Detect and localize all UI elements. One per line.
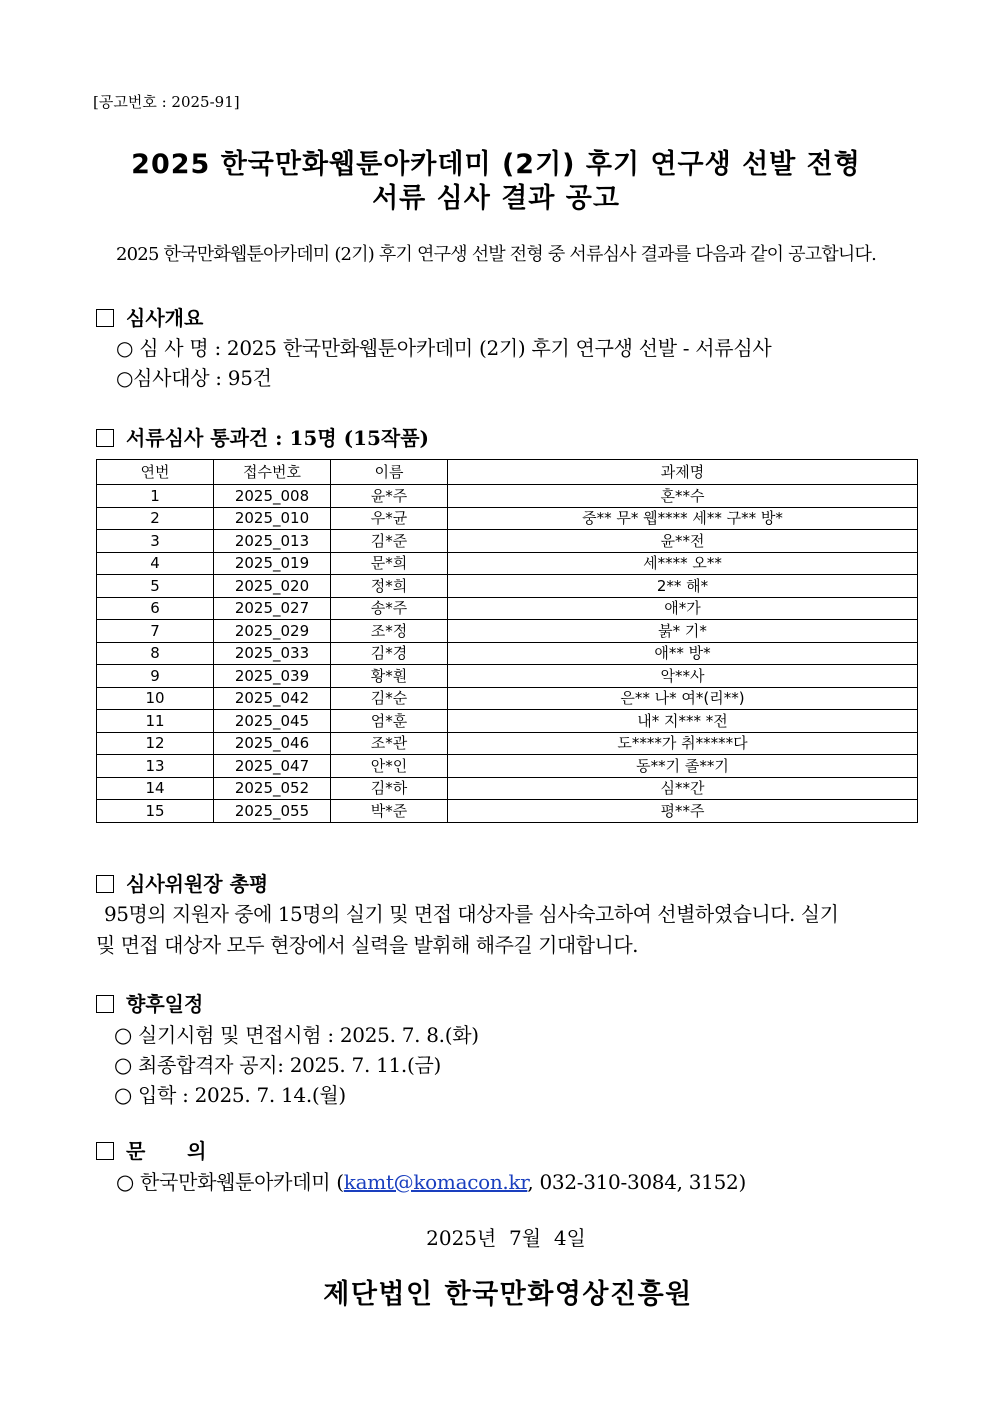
review-line-2: 및 면접 대상자 모두 현장에서 실력을 발휘해 해주길 기대합니다. [96, 933, 639, 957]
cell-name: 김*순 [331, 687, 448, 710]
cell-name: 조*정 [331, 620, 448, 643]
schedule-item [114, 1019, 479, 1048]
table-row [97, 800, 918, 823]
header-name: 이름 [331, 460, 448, 485]
overview-target-line: ○심사대상 : 95건 [116, 366, 272, 390]
cell-name: 문*희 [331, 552, 448, 575]
header-project: 과제명 [448, 460, 918, 485]
cell-no: 2 [97, 507, 214, 530]
cell-receipt: 2025_013 [214, 530, 331, 553]
schedule-heading-label: 향후일정 [126, 992, 204, 1016]
table-row [97, 732, 918, 755]
notice-number: [공고번호 : 2025-91] [93, 93, 240, 111]
overview-heading-label: 심사개요 [126, 306, 204, 330]
overview-heading [96, 302, 203, 331]
cell-no: 13 [97, 755, 214, 778]
table-row [97, 552, 918, 575]
table-row [97, 710, 918, 733]
cell-no: 6 [97, 597, 214, 620]
table-row [97, 755, 918, 778]
table-row [97, 597, 918, 620]
cell-project: 세**** 오** [448, 552, 918, 575]
checkbox-icon [96, 875, 114, 893]
contact-phones: , 032-310-3084, 3152) [527, 1170, 746, 1194]
cell-no: 14 [97, 777, 214, 800]
cell-receipt: 2025_047 [214, 755, 331, 778]
cell-name: 박*준 [331, 800, 448, 823]
checkbox-icon [96, 429, 114, 447]
checkbox-icon [96, 309, 114, 327]
review-line-1: 95명의 지원자 중에 15명의 실기 및 면접 대상자를 심사숙고하여 선별하였습니다. 실기 [104, 902, 839, 926]
table-row [97, 642, 918, 665]
cell-project: 혼**수 [448, 485, 918, 508]
cell-no: 9 [97, 665, 214, 688]
cell-name: 정*희 [331, 575, 448, 598]
cell-no: 1 [97, 485, 214, 508]
cell-name: 김*하 [331, 777, 448, 800]
cell-no: 8 [97, 642, 214, 665]
cell-no: 12 [97, 732, 214, 755]
passed-heading-label: 서류심사 통과건 : 15명 (15작품) [126, 426, 430, 450]
cell-receipt: 2025_055 [214, 800, 331, 823]
overview-name-line: ○ 심 사 명 : 2025 한국만화웹툰아카데미 (2기) 후기 연구생 선발 - 서류심사 [116, 336, 772, 360]
cell-name: 안*인 [331, 755, 448, 778]
cell-receipt: 2025_045 [214, 710, 331, 733]
cell-project: 애** 방* [448, 642, 918, 665]
notice-date: 2025년 7월 4일 [426, 1226, 586, 1250]
cell-project: 중** 무* 웹**** 세** 구** 방* [448, 507, 918, 530]
passed-heading [96, 422, 429, 451]
table-row [97, 485, 918, 508]
cell-receipt: 2025_046 [214, 732, 331, 755]
contact-email-link[interactable]: kamt@komacon.kr [343, 1170, 528, 1194]
contact-org: 한국만화웹툰아카데미 ( [140, 1170, 344, 1194]
cell-project: 2** 해* [448, 575, 918, 598]
cell-receipt: 2025_008 [214, 485, 331, 508]
cell-no: 7 [97, 620, 214, 643]
page-title: 2025 한국만화웹툰아카데미 (2기) 후기 연구생 선발 전형 [131, 149, 861, 180]
cell-name: 우*균 [331, 507, 448, 530]
cell-receipt: 2025_010 [214, 507, 331, 530]
cell-receipt: 2025_033 [214, 642, 331, 665]
cell-receipt: 2025_039 [214, 665, 331, 688]
cell-no: 15 [97, 800, 214, 823]
cell-name: 조*관 [331, 732, 448, 755]
table-row [97, 665, 918, 688]
cell-project: 심**간 [448, 777, 918, 800]
cell-project: 애*가 [448, 597, 918, 620]
cell-receipt: 2025_019 [214, 552, 331, 575]
issuer-name: 제단법인 한국만화영상진흥원 [323, 1279, 693, 1310]
schedule-item [114, 1079, 346, 1108]
cell-project: 악**사 [448, 665, 918, 688]
cell-receipt: 2025_052 [214, 777, 331, 800]
review-heading [96, 868, 268, 897]
header-no: 연번 [97, 460, 214, 485]
schedule-item-text: 입학 : 2025. 7. 14.(월) [138, 1083, 346, 1107]
circle-bullet-icon: ○ [114, 1083, 133, 1107]
checkbox-icon [96, 995, 114, 1013]
cell-project: 동**기 졸**기 [448, 755, 918, 778]
page-subtitle: 서류 심사 결과 공고 [372, 183, 620, 214]
cell-project: 내* 지*** *전 [448, 710, 918, 733]
cell-name: 엄*훈 [331, 710, 448, 733]
schedule-item-text: 실기시험 및 면접시험 : 2025. 7. 8.(화) [138, 1023, 479, 1047]
cell-name: 황*훤 [331, 665, 448, 688]
table-row [97, 777, 918, 800]
cell-no: 4 [97, 552, 214, 575]
intro-text: 2025 한국만화웹툰아카데미 (2기) 후기 연구생 선발 전형 중 서류심사 결과를 다음과 같이 공고합니다. [115, 244, 877, 265]
contact-heading [96, 1135, 206, 1164]
circle-bullet-icon: ○ [114, 1053, 133, 1077]
cell-project: 평**주 [448, 800, 918, 823]
cell-project: 윤**전 [448, 530, 918, 553]
schedule-heading [96, 988, 203, 1017]
table-row [97, 507, 918, 530]
cell-no: 3 [97, 530, 214, 553]
cell-name: 송*주 [331, 597, 448, 620]
circle-bullet-icon: ○ [114, 1023, 133, 1047]
circle-bullet-icon: ○ [116, 1170, 135, 1194]
header-receipt: 접수번호 [214, 460, 331, 485]
results-table [96, 459, 918, 823]
review-heading-label: 심사위원장 총평 [126, 872, 269, 896]
cell-receipt: 2025_020 [214, 575, 331, 598]
schedule-item [114, 1049, 441, 1078]
checkbox-icon [96, 1142, 114, 1160]
cell-no: 5 [97, 575, 214, 598]
table-row [97, 530, 918, 553]
cell-name: 김*경 [331, 642, 448, 665]
contact-line [116, 1166, 746, 1195]
cell-no: 11 [97, 710, 214, 733]
cell-project: 은** 나* 여*(리**) [448, 687, 918, 710]
cell-receipt: 2025_042 [214, 687, 331, 710]
contact-heading-label: 문 의 [126, 1139, 207, 1163]
table-header-row [97, 460, 918, 485]
cell-name: 윤*주 [331, 485, 448, 508]
table-row [97, 620, 918, 643]
schedule-item-text: 최종합격자 공지: 2025. 7. 11.(금) [138, 1053, 442, 1077]
cell-name: 김*준 [331, 530, 448, 553]
cell-project: 도****가 취*****다 [448, 732, 918, 755]
cell-no: 10 [97, 687, 214, 710]
cell-receipt: 2025_027 [214, 597, 331, 620]
table-row [97, 575, 918, 598]
table-row [97, 687, 918, 710]
cell-receipt: 2025_029 [214, 620, 331, 643]
cell-project: 붉* 기* [448, 620, 918, 643]
